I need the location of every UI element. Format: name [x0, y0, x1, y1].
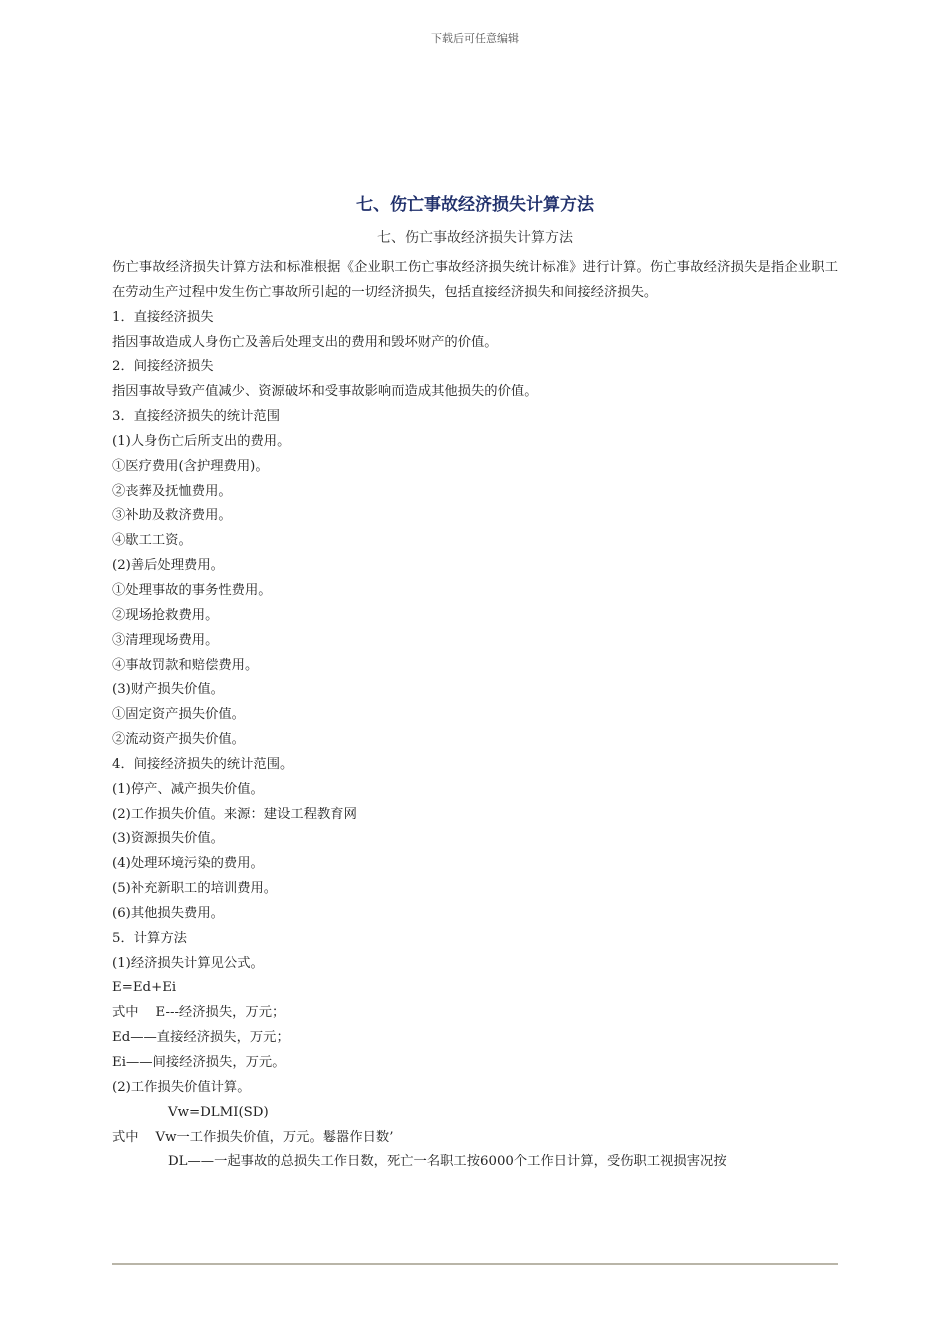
list-item: (2)工作损失价值。来源：建设工程教育网 [112, 806, 357, 822]
formula-legend-line: Ei——间接经济损失，万元。 [112, 1055, 286, 1070]
section-heading-indirect-loss: 2．间接经济损失 [112, 359, 214, 375]
list-item: ①处理事故的事务性费用。 [112, 582, 272, 598]
formula-line: E=Ed+Ei [112, 980, 177, 996]
document-title: 七、伤亡事故经济损失计算方法 [356, 195, 594, 215]
list-item: (2)工作损失价值计算。 [112, 1079, 251, 1095]
paragraph-direct-loss-definition: 指因事故造成人身伤亡及善后处理支出的费用和毁坏财产的价值。 [112, 334, 498, 350]
list-item: ②丧葬及抚恤费用。 [112, 483, 232, 499]
list-item: ④歇工工资。 [112, 533, 192, 549]
formula-legend-line: 式中 Vw一工作损失价值，万元。鬈嚣作日数’ [112, 1129, 394, 1145]
list-item: (3)财产损失价值。 [112, 682, 224, 698]
list-item: ②流动资产损失价值。 [112, 732, 245, 748]
formula-legend-line: Ed——直接经济损失，万元； [112, 1030, 290, 1046]
list-item: ③清理现场费用。 [112, 632, 219, 648]
list-item: ④事故罚款和赔偿费用。 [112, 657, 259, 673]
list-item: (3)资源损失价值。 [112, 831, 224, 847]
list-item: (1)停产、减产损失价值。 [112, 781, 264, 797]
list-item: (1)人身伤亡后所支出的费用。 [112, 433, 291, 449]
page-header-note: 下载后可任意编辑 [431, 32, 519, 45]
list-item: ③补助及救济费用。 [112, 508, 232, 524]
list-item: (1)经济损失计算见公式。 [112, 955, 264, 971]
formula-legend-line: 式中 E---经济损失，万元； [112, 1005, 286, 1021]
list-item: (2)善后处理费用。 [112, 558, 224, 574]
footer-divider [112, 1263, 838, 1265]
section-heading-direct-scope: 3．直接经济损失的统计范围 [112, 409, 281, 425]
formula-legend-line: DL——一起事故的总损失工作日数，死亡一名职工按6000个工作日计算，受伤职工视损害况按 [168, 1154, 727, 1170]
document-subtitle: 七、伤亡事故经济损失计算方法 [377, 230, 573, 246]
document-body [112, 256, 838, 1175]
formula-line: Vw=DLMI(SD) [168, 1104, 269, 1120]
paragraph-indirect-loss-definition: 指因事故导致产值减少、资源破坏和受事故影响而造成其他损失的价值。 [112, 384, 538, 400]
list-item: (5)补充新职工的培训费用。 [112, 881, 278, 897]
list-item: ②现场抢救费用。 [112, 607, 219, 623]
intro-paragraph: 伤亡事故经济损失计算方法和标准根据《企业职工伤亡事故经济损失统计标准》进行计算。伤亡事故经济损失是指企业职工在劳动生产过程中发生伤亡事故所引起的一切经济损失，包括直接经济损失和间接经济损失。 [112, 260, 838, 300]
section-heading-calculation: 5．计算方法 [112, 930, 187, 946]
list-item: (6)其他损失费用。 [112, 905, 224, 921]
section-heading-direct-loss: 1．直接经济损失 [112, 309, 214, 325]
list-item: (4)处理环境污染的费用。 [112, 856, 264, 872]
list-item: ①医疗费用(含护理费用)。 [112, 458, 269, 474]
section-heading-indirect-scope: 4．间接经济损失的统计范围。 [112, 756, 294, 772]
list-item: ①固定资产损失价值。 [112, 707, 245, 723]
